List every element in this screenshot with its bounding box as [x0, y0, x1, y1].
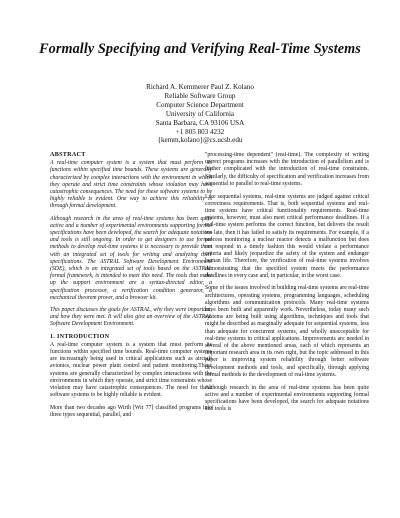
body-paragraph: A real-time computer system is a system that must perform its functions within specified time bounds. Real-time computer systems are increasingly being used in critical applications such as aircraft avionics, nuclear power plant control and patient monitoring.These systems are generally characterized by complex interactions with the environments in which they operate, and strict time constraints whose violation may have catastrophic consequences. The need for these software systems to be highly reliable is evident. [50, 341, 212, 399]
body-paragraph: "processing-time dependent" (real-time). The complexity of writing correct programs increases with the introduction of parallelism and is further complicated with the introduction of real-time constraints. Similarly, the difficulty of specification and verification increases from sequential to parallel to real-time systems. [205, 152, 369, 187]
right-column [205, 152, 369, 512]
author-group: Reliable Software Group [164, 91, 236, 100]
author-address: Santa Barbara, CA 93106 USA [155, 118, 245, 127]
abstract-paragraph: Although research in the area of real-time systems has been quite active and a number of experimental environments supporting formal specifications have been developed, the search for adequate notations and tools is still ongoing. In order to get designers to use formal methods to develop real-time systems it is necessary to provide them with an integrated set of tools for writing and analyzing their specifications. The ASTRAL Software Development Environment (SDE), which is an integrated set of tools based on the ASTRAL formal framework, is intended to meet this need. The tools that make up the support environment are a syntax-directed editor, a specification processor, a verification condition generator, a mechanical theorem prover, and a browser kit. [50, 215, 212, 301]
body-paragraph: Like sequential systems, real-time systems are judged against critical correctness requirements. That is, both sequential systems and real-time systems have critical functionality requirements. Real-time systems, however, must also meet critical performance deadlines. If a real-time system performs the correct function, but delivers the result too late, then it has failed to satisfy its requirements. For example, if a process monitoring a nuclear reactor detects a malfunction but does not respond in a timely fashion this would violate a performance criteria and likely jeopardize the safety of the system and endanger human life. Therefore, the verification of real-time systems involves demonstrating that the specified system meets the performance deadlines in every case and, in particular, in the worst case. [205, 193, 369, 279]
body-paragraph: Although research in the area of real-time systems has been quite active and a number of experimental environments supporting formal specifications have been developed, the search for adequate notations and tools is [205, 384, 369, 413]
body-paragraph: Some of the issues involved in building real-time systems are real-time architectures, operating systems, programming languages, scheduling algorithms and communication protocols. Many real-time systems have been built and apparently work. Nevertheless, today many such systems are being built using algorithms, techniques and tools that might be described as marginally adequate for sequential systems, less than adequate for concurrent systems, and wholly unacceptable for real-time systems in critical applications. Improvements are needed in several of the above mentioned areas, each of which represents an important research area in its own right, but the topic addressed in this paper is improving system reliability through better software development methods and tools, and specifically, through applying formal methods to the development of real-time systems. [205, 285, 369, 378]
abstract-paragraph: This paper discusses the goals for ASTRAL, why they were important, and how they were met. It will also give an overview of the ASTRAL Software Development Environment. [50, 307, 212, 328]
left-column [50, 152, 212, 512]
body-paragraph: More than two decades ago Wirth [Wir 77] classified programs into three types sequential, parallel, and [50, 404, 212, 418]
introduction-heading: 1. INTRODUCTION [50, 333, 110, 340]
author-phone: +1 805 803 4232 [175, 127, 225, 136]
abstract-paragraph: A real-time computer system is a system that must perform its functions within specified time bounds. These systems are generally characterized by complex interactions with the environment in which they operate and strict time constraints whose violation may have catastrophic consequences. The need for these software systems to be highly reliable is evident. One way to achieve this reliability is through formal development. [50, 160, 212, 210]
abstract-heading: ABSTRACT [50, 152, 86, 158]
introduction-section [50, 334, 212, 419]
paper-title: Formally Specifying and Verifying Real-Time Systems [39, 41, 361, 57]
author-names: Richard A. Kemmerer Paul Z. Kolano [146, 83, 254, 91]
abstract-section [50, 152, 212, 329]
author-department: Computer Science Department [156, 100, 244, 109]
author-university: University of California [165, 109, 235, 118]
author-block [0, 83, 400, 145]
author-email: {kemm,kolano}@cs.ucsb.edu [157, 136, 243, 145]
